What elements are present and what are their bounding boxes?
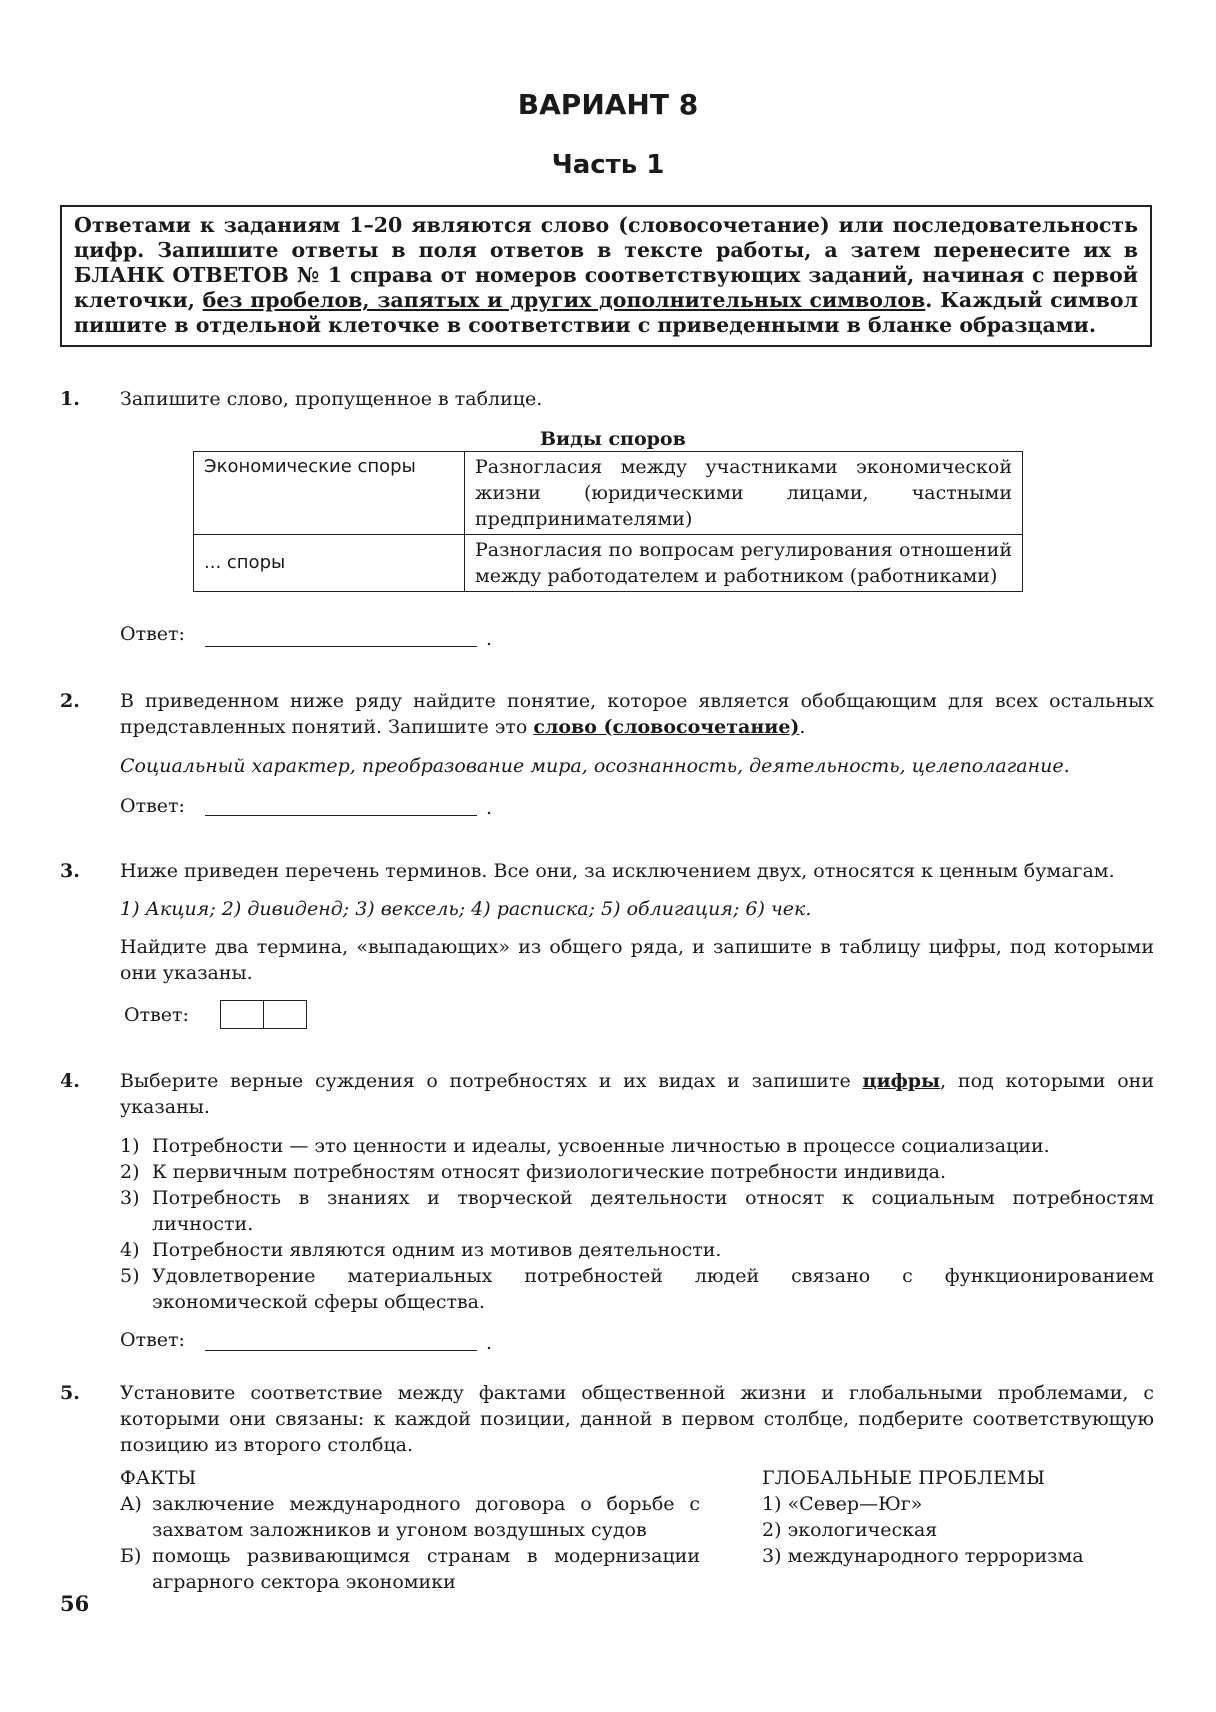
q1-table	[193, 451, 1023, 592]
q1-table-caption: Виды споров	[540, 428, 686, 450]
q2-answer-label: Ответ:	[120, 795, 185, 817]
q3-answer-label: Ответ:	[124, 1004, 189, 1026]
q3-prompt: Ниже приведен перечень терминов. Все они, за исключением двух, относятся к ценным бумагам.	[120, 860, 1115, 882]
q1-prompt: Запишите слово, пропущенное в таблице.	[120, 388, 543, 410]
page: ВАРИАНТ 8 Часть 1 Ответами к заданиям 1–20 являются слово (словосочетание) или последовательность цифр. Запишите ответы в поля ответов в тексте работы, а затем перенесите их в БЛАНК ОТВЕТОВ № 1 справа от номеров соответствующих заданий, начиная с первой клеточки, без пробелов, запятых и других дополнительных символов. Каждый символ пишите в отдельной клеточке в соответствии с приведенными в бланке образцами. 1. Запишите слово, пропущенное в таблице. Виды споров Экономические споры Разногласия между участниками экономической жизни (юридическими лицами, частными предпринимателями) ... споры Разногласия по вопросам регулирования отношений между работодателем и работником (работниками) Ответ: . 2. В приведенном ниже ряду найдите понятие, которое является обобщающим для всех остальных представленных понятий. Запишите это слово (словосочетание). Социальный характер, преобразование мира, осознанность, деятельность, целеполагание. Ответ: . 3. Ниже приведен перечень терминов. Все они, за исключением двух, относятся к ценным бумагам. 1) Акция; 2) дивиденд; 3) вексель; 4) расписка; 5) облигация; 6) чек. Найдите два термина, «выпадающих» из общего ряда, и запишите в таблицу цифры, под которыми они указаны. Ответ: 4. Выберите верные суждения о потребностях и их видах и запишите цифры, под которыми они указаны. 1) Потребности — это ценности и идеалы, усвоенные личностью в процессе социализации. 2) К первичным потребностям относят физиологические потребности индивида. 3) Потребность в знаниях и творческой деятельности относят к социальным потребностям личности. 4) Потребности являются одним из мотивов деятельности. 5) Удовлетворение материальных потребностей людей связано с функционированием экономической сферы общества. Ответ: . 5. Установите соответствие между фактами общественной жизни и глобальными проблемами, с которыми они связаны: к каждой позиции, данной в первом столбце, подберите соответствующую позицию из второго столбца. ФАКТЫ А) заключение международного договора о борьбе с захватом заложников и угоном воздушных судов Б) помощь развивающимся странам в модернизации аграрного сектора экономики ГЛОБАЛЬНЫЕ ПРОБЛЕМЫ 1) «Север—Юг» 2) экологическая 3) международного терроризма 56	[0, 0, 1216, 1712]
q5-number: 5.	[60, 1382, 80, 1404]
list-item: Б) помощь развивающимся странам в модернизации аграрного сектора экономики	[120, 1545, 700, 1593]
q1-answer-field[interactable]	[205, 646, 477, 647]
instructions-text-1: Ответами к заданиям 1–20 являются слово (словосочетание) или последовательность цифр. Запишите ответы в поля ответов в тексте работы, а затем перенесите их в БЛАНК ОТВЕТОВ № 1 справа от номеров соответствующих заданий, начиная с первой клеточки,	[74, 213, 1138, 312]
variant-title: ВАРИАНТ 8	[517, 88, 699, 121]
q5-problems	[762, 1465, 1152, 1569]
table-cell: Разногласия между участниками экономической жизни (юридическими лицами, частными предпринимателями)	[465, 452, 1023, 535]
table-row	[194, 535, 1023, 592]
answer-cell[interactable]	[220, 1000, 264, 1029]
instructions-text-2: . Каждый символ пишите в отдельной клеточке в соответствии с приведенными в бланке образцами.	[74, 288, 1138, 337]
q1-answer-label: Ответ:	[120, 623, 185, 645]
q5-facts	[120, 1465, 700, 1595]
q4-answer-field[interactable]	[205, 1350, 477, 1351]
instructions-underlined: без пробелов, запятых и других дополнительных символов	[202, 288, 926, 312]
q2-prompt-2: .	[799, 716, 806, 738]
table-cell: Экономические споры	[194, 452, 465, 535]
table-cell: ... споры	[194, 535, 465, 592]
q5-prompt: Установите соответствие между фактами общественной жизни и глобальными проблемами, с которыми они связаны: к каждой позиции, данной в первом столбце, подберите соответствующую позицию из второго столбца.	[120, 1382, 1154, 1456]
table-cell: Разногласия по вопросам регулирования отношений между работодателем и работником (работниками)	[465, 535, 1023, 592]
list-item: 1) «Север—Юг»	[762, 1493, 923, 1515]
q4-prompt-1: Выберите верные суждения о потребностях и их видах и запишите	[120, 1070, 863, 1092]
q2-answer-field[interactable]	[205, 815, 477, 816]
q3-answer-boxes	[220, 1000, 305, 1029]
q4-answer-label: Ответ:	[120, 1329, 185, 1351]
problems-header: ГЛОБАЛЬНЫЕ ПРОБЛЕМЫ	[762, 1467, 1045, 1489]
list-item: А) заключение международного договора о борьбе с захватом заложников и угоном воздушных судов	[120, 1493, 700, 1541]
list-item: 3) международного терроризма	[762, 1545, 1084, 1567]
facts-header: ФАКТЫ	[120, 1467, 197, 1489]
q2-series: Социальный характер, преобразование мира, осознанность, деятельность, целеполагание.	[120, 755, 1070, 777]
page-number: 56	[60, 1591, 90, 1616]
instructions-box	[60, 205, 1152, 347]
q3-task: Найдите два термина, «выпадающих» из общего ряда, и запишите в таблицу цифры, под которыми они указаны.	[120, 936, 1154, 984]
q2-prompt-underlined: слово (словосочетание)	[533, 716, 800, 738]
q4-number: 4.	[60, 1070, 80, 1092]
table-row	[194, 452, 1023, 535]
q4-prompt-underlined: цифры	[862, 1070, 941, 1092]
q4-prompt	[120, 1068, 1154, 1120]
q2-number: 2.	[60, 690, 80, 712]
q4-prompt-2: , под которыми они указаны.	[120, 1070, 1154, 1118]
q3-terms: 1) Акция; 2) дивиденд; 3) вексель; 4) расписка; 5) облигация; 6) чек.	[120, 898, 812, 920]
q1-number: 1.	[60, 388, 80, 410]
answer-cell[interactable]	[263, 1000, 307, 1029]
q2-prompt-1: В приведенном ниже ряду найдите понятие, которое является обобщающим для всех остальных представленных понятий. Запишите это	[120, 690, 1154, 738]
list-item: 2) экологическая	[762, 1519, 938, 1541]
part-title: Часть 1	[551, 150, 665, 180]
q3-number: 3.	[60, 860, 80, 882]
q2-prompt	[120, 688, 1154, 740]
